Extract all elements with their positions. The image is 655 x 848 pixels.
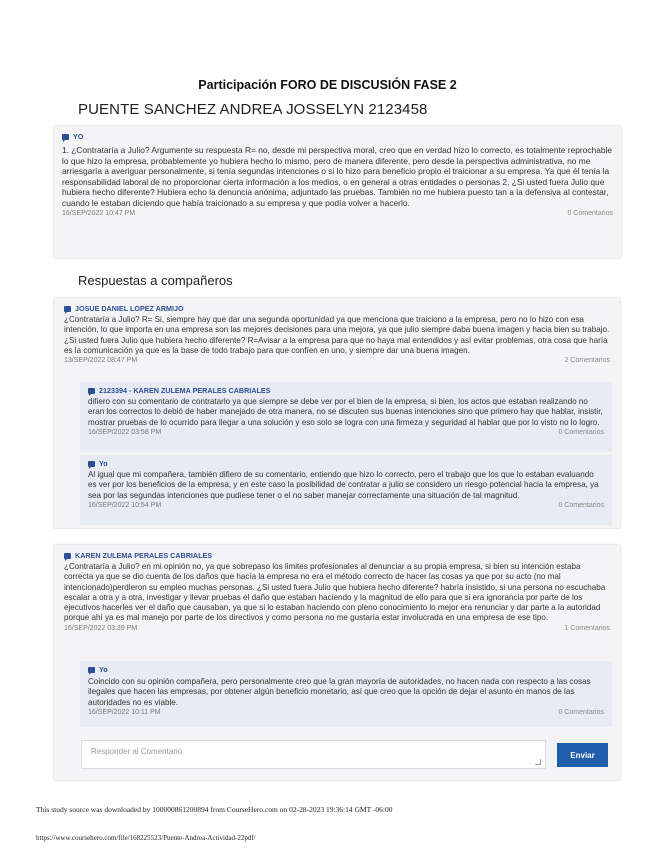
post-footer [62,210,613,217]
thread-footer [64,357,610,364]
reply-footer [88,429,604,436]
main-post [54,126,621,258]
respuestas-heading: Respuestas a compañeros [78,273,233,288]
reply-author [88,665,604,674]
reply-date: 16/SEP/2022 03:58 PM [88,428,162,436]
reply-3 [80,661,612,727]
comment-icon [64,553,71,559]
thread-author [64,304,610,313]
comment-icon [62,134,69,140]
comment-count-link[interactable]: 0 Comentarios [558,501,604,509]
comment-count-link[interactable]: 0 Comentarios [558,708,604,716]
reply-author [88,386,604,395]
reply-text: Coincido con su opinión compañera, pero personalmente creo que la gran mayoría de autoridades, no hacen nada con respecto a las cosas ilegales que hacen las empresas, por obtener algún beneficio monetario, así que creo que la opción de dejar el asunto en manos de las autoridades no es viable. [88,677,591,707]
post-author-name: YO [73,132,84,141]
reply-text: Al igual que mi compañera, también difiero de su comentario, entiendo que hizo lo correcto, pero el trabajo que los que lo estaban evaluando es ver por los beneficios de la empresa, y en este caso la posibilidad de contratar a julio se considero un riesgo potencial hacia la empresa, ya sea por las segundas intenciones que pudiese tener o el no saber manejar correctamente una situación de tal magnitud. [88,470,599,500]
student-name: PUENTE SANCHEZ ANDREA JOSSELYN 2123458 [78,101,428,118]
thread-date: 16/SEP/2022 03:39 PM [64,624,138,632]
thread-date: 13/SEP/2022 08:47 PM [64,357,138,365]
reply-author-name: Yo [99,459,108,468]
reply-input[interactable] [81,740,546,769]
reply-author-name: 2123394 - KAREN ZULEMA PERALES CABRIALES [99,386,271,395]
comment-count-link[interactable]: 0 Comentarios [558,428,604,436]
reply-author-name: Yo [99,665,108,674]
reply-footer [88,502,604,509]
document-title: Participación FORO DE DISCUSIÓN FASE 2 [198,78,457,92]
send-button[interactable]: Enviar [557,743,608,767]
comment-count-link[interactable]: 0 Comentarios [567,209,613,217]
thread-text: ¿Contrataría a Julio? R= Si, siempre hay que dar una segunda oportunidad ya que menciona que traiciono a la empresa, pero no lo hizo con esa intención, lo que importa en una empresa son las mejores decisiones para una mejora, ya que julio siempre daba buena imagen y hacia bien su trabajo. ¿Si usted fuera Julio que hubiera hecho diferente? R=Avisar a la empresa para que no haya mal entendidos y así evitar problemas, otra cosa que haría es la comunicación ya que es la base de todo trabajo para que confíen en uno, y siempre dar una buena imagen. [64,315,610,355]
reply-author [88,459,604,468]
comment-count-link[interactable]: 1 Comentarios [564,624,610,632]
comment-count-link[interactable]: 2 Comentarios [564,357,610,365]
reply-footer [88,709,604,716]
reply-input-placeholder: Responder al Comentario [91,747,183,756]
download-source-note: This study source was downloaded by 100000861200894 from CourseHero.com on 02-28-2023 19:36:14 GMT -06:00 [36,805,393,814]
reply-2 [80,455,612,525]
reply-1 [80,382,612,452]
thread-author [64,551,610,560]
thread-text: ¿Contrataría a Julio? en mi opinión no, ya que sobrepaso los limites profesionales al denunciar a su propia empresa, si bien su intención estaba correcta ya que se dio cuenta de los daños que hacía la empresa no era el método correcto de hacer las cosas ya que por su acto (no mal intencionado)perdieron su empleo muchas personas. ¿Si usted fuera Julio que hubiera hecho diferente? habría insistido, si una persona no escuchaba escalar a otra y a otra, investigar y llevar pruebas el daño que estaban haciendo y la magnitud de ello para que si era ignorancia por parte de los ejecutivos hacerles ver el daño que causaban, ya que si lo estaban haciendo con pleno conocimiento lo mejor era renunciar y dar parte a la autoridad porque ahí ya es mal manejo por parte de los directivos y como persona no me gustaría estar involucrada en una empresa de ese tipo. [64,562,606,623]
reply-date: 16/SEP/2022 10:11 PM [88,708,161,716]
resize-handle-icon[interactable] [535,759,541,765]
reply-date: 16/SEP/2022 10:54 PM [88,501,162,509]
thread-author-name: JOSUE DANIEL LOPEZ ARMIJO [75,304,184,313]
post-author [62,132,613,141]
thread-footer [64,625,610,632]
source-url[interactable]: https://www.coursehero.com/file/168225523/Puente-Andrea-Actividad-22pdf/ [36,834,256,842]
comment-icon [88,388,95,394]
thread-author-name: KAREN ZULEMA PERALES CABRIALES [75,551,213,560]
post-date: 16/SEP/2022 10:47 PM [62,209,136,217]
post-text: 1. ¿Contrataría a Julio? Argumente su respuesta R= no, desde mi perspectiva moral, creo que en verdad hizo lo correcto, es totalmente reprochable lo que hizo la empresa, probablemente yo hubiera hecho lo mismo, pero de manera diferente, pero desde la perspectiva administrativa, no me arriesgaría a averiguar personalmente, si tenía segundas intenciones o si lo hizo para beneficio propio el traicionar a su empresa. Ya que él tenía la responsabilidad laboral de no proporcionar cierta información a los medios, o en general a otras entidades o personas 2. ¿Si usted fuera Julio que hubiera hecho diferente? Hubiera echo la denuncia anónima, adjuntado las pruebas. También no me hubiera puesto tan a la defensiva al contestar, cuando le estaban diciendo que había traicionado a su empresa y que podía volver a hacerlo. [62,145,613,208]
comment-icon [64,306,71,312]
thread-1 [54,298,620,528]
comment-icon [88,461,95,467]
reply-text: difiero con su comentario de contratarlo ya que siempre se debe ver por el bien de la empresa, si bien, los actos que estaban realizando no eran los correctos lo debió de haber manejado de otra manera, no se discuten sus buenas intenciones sino que primero hay que hablar, insistir, mostrar pruebas de lo ocurrido para llegar a una solución y eso solo se logra con una firmeza y seguridad al hablar que por lo visto no lo logro. [88,397,603,427]
comment-icon [88,667,95,673]
